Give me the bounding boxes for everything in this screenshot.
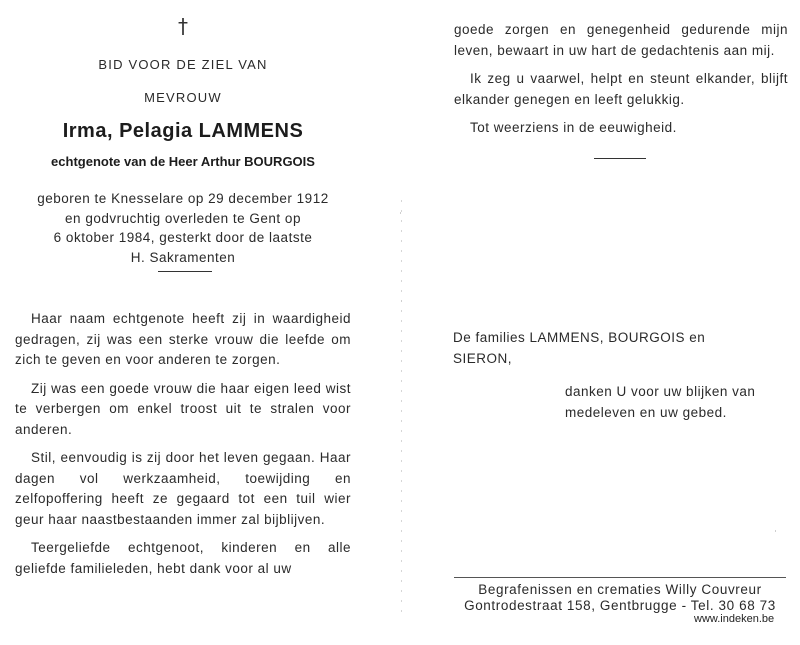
farewell-text [454, 20, 788, 147]
scan-speck [400, 212, 401, 214]
undertaker-line: Gontrodestraat 158, Gentbrugge - Tel. 30 68 73 [464, 598, 776, 613]
families [453, 328, 705, 369]
spouse-line: echtgenote van de Heer Arthur BOURGOIS [51, 154, 315, 169]
paragraph: Stil, eenvoudig is zij door het leven gegaan. Haar dagen vol werkzaamheid, toewijding en zelfopoffering heeft ze gegaard tot een tuil wier geur haar naastbestaanden immer zal bijblijven. [15, 450, 351, 527]
cross-icon: † [178, 14, 188, 38]
paragraph: Tot weerziens in de eeuwigheid. [470, 120, 677, 135]
bio-line: 6 oktober 1984, gesterkt door de laatste [53, 230, 313, 245]
scan-speck [775, 530, 776, 532]
title: MEVROUW [144, 90, 222, 105]
thanks [565, 382, 755, 423]
undertaker-line: Begrafenissen en crematies Willy Couvreur [478, 582, 762, 597]
right-page [400, 0, 800, 645]
families-line: De families LAMMENS, BOURGOIS en [453, 330, 706, 345]
biography [0, 189, 366, 267]
thanks-line: medeleven en uw gebed. [565, 404, 727, 420]
paragraph: Ik zeg u vaarwel, helpt en steunt elkander, blijft elkander genegen en leeft gelukkig. [454, 71, 788, 107]
divider [158, 271, 212, 272]
bio-line: en godvruchtig overleden te Gent op [65, 210, 301, 226]
deceased-name: Irma, Pelagia LAMMENS [62, 120, 304, 142]
invocation: BID VOOR DE ZIEL VAN [98, 57, 268, 72]
scan-speck [401, 300, 402, 302]
undertaker-info [452, 582, 788, 614]
bio-line: H. Sakramenten [130, 249, 236, 265]
thanks-line: danken U voor uw blijken van [565, 384, 756, 399]
memorial-text [15, 309, 351, 587]
paragraph: Haar naam echtgenote heeft zij in waardigheid gedragen, zij was een sterke vrouw die leefde om zich te geven en voor anderen te zorgen. [15, 311, 351, 367]
paragraph: Teergeliefde echtgenoot, kinderen en alle geliefde familieleden, hebt dank voor al uw [15, 540, 351, 576]
paragraph: goede zorgen en genegenheid gedurende mijn leven, bewaart in uw hart de gedachtenis aan mij. [454, 22, 788, 58]
watermark: www.indeken.be [694, 613, 775, 625]
families-line: SIERON, [453, 350, 513, 366]
footer-divider [454, 577, 786, 578]
bio-line: geboren te Knesselare op 29 december 1912 [37, 191, 329, 206]
paragraph: Zij was een goede vrouw die haar eigen leed wist te verbergen om enkel troost uit te stralen voor anderen. [15, 380, 351, 437]
divider [594, 158, 646, 159]
